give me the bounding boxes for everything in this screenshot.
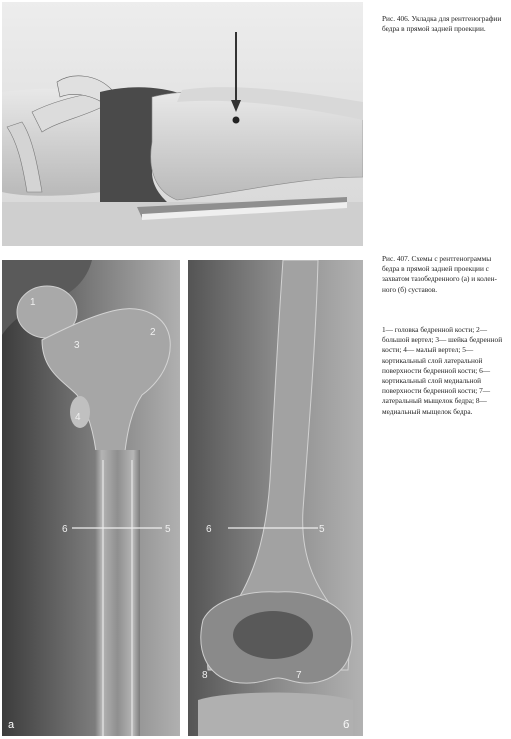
figure-406-photo [2,2,363,246]
figure-407-caption: Рис. 407. Схемы с рентгенограммы бедра в прямой задней проекции с захватом тазобедренного (а) и коленного (б) суставов. [382,254,497,294]
figure-407a-xray [2,260,180,736]
figure-407b-xray [188,260,363,736]
figure-407-legend: 1— головка бедренной кости; 2— большой вертел; 3— шейка бедренной кости; 4— малый вертел; 5— кортикальный слой латеральной поверхности бедренной кости; 6— кортикальный слой медиальной поверхности бедренной кости; 7— латеральный мыщелок бедра; 8— медиальный мыщелок бедра. [382,325,503,416]
panel-b-letter: б [343,719,350,731]
marker-5: 5 [165,524,171,535]
marker-1: 1 [30,297,36,308]
marker-3: 3 [74,340,80,351]
marker-6: 6 [206,524,212,535]
marker-8: 8 [202,670,208,681]
marker-4: 4 [75,412,81,423]
marker-2: 2 [150,327,156,338]
marker-6: 6 [62,524,68,535]
figure-406-caption: Рис. 406. Укладка для рентгенографии бедра в прямой задней проекции. [382,14,502,34]
marker-5: 5 [319,524,325,535]
marker-7: 7 [296,670,302,681]
panel-a-letter: а [8,719,15,731]
